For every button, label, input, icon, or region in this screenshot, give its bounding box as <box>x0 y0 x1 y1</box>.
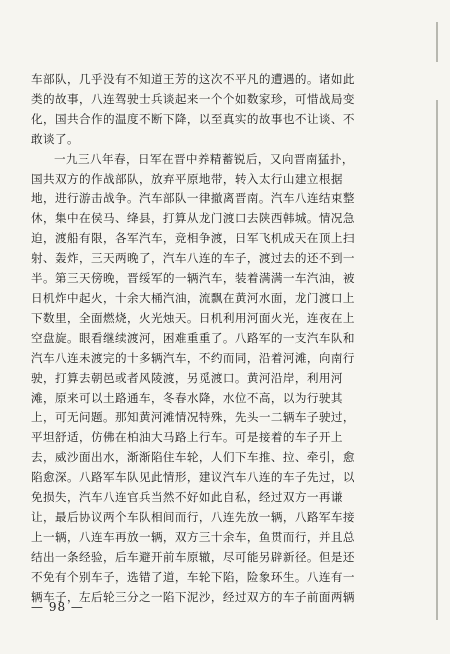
paragraph <box>31 150 417 608</box>
text-line: 地，进行游击战争。汽车部队一律撤离晋南。汽车八连结束整 <box>31 191 355 206</box>
text-line: 上一辆，八连车再放一辆，双方三十余车，鱼贯而行，并且总 <box>31 529 355 544</box>
text-line: 一九三八年春，日军在晋中养精蓄锐后，又向晋南猛扑， <box>54 151 354 166</box>
text-line: 日机炸中起火，十余大桶汽油，流飘在黄河水面，龙门渡口上 <box>31 290 355 305</box>
text-line: 平坦舒适，仿佛在柏油大马路上行车。可是接着的车子开上 <box>31 430 343 445</box>
text-line: 滩，原来可以土路通车，冬春水降，水位不高，以为行驶其 <box>31 390 343 405</box>
text-line: 让，最后协议两个车队相间而行，八连先放一辆，八路军车接 <box>31 509 355 524</box>
text-line: 不免有个别车子，选错了道，车轮下陷，险象环生。八连有一 <box>31 569 355 584</box>
page-number: — 98 — <box>31 600 84 614</box>
text-line: 射、轰炸，三天两晚了，汽车八连的车子，渡过去的还不到一 <box>31 251 355 266</box>
text-line: 国共双方的作战部队，放弃平原地带，转入太行山建立根据 <box>31 171 343 186</box>
scan-edge-mark <box>436 100 438 620</box>
text-line: 陷愈深。八路军车队见此情形，建议汽车八连的车子先过，以 <box>31 470 355 485</box>
text-line: 类的故事，八连驾驶士兵谈起来一个个如数家珍，可惜战局变 <box>31 91 355 106</box>
page-body-text <box>31 70 417 607</box>
text-line: 车部队，几乎没有不知道王芳的这次不平凡的遭遇的。诸如此 <box>31 72 355 86</box>
text-line: 结出一条经验，后车避开前车原辙，尽可能另辟新径。但是还 <box>31 549 355 564</box>
text-line: 免损失，汽车八连官兵当然不好如此自私，经过双方一再谦 <box>31 490 343 505</box>
text-line: 休，集中在侯马、绛县，打算从龙门渡口去陕西韩城。情况急 <box>31 211 355 226</box>
text-line: 迫，渡船有限，各军汽车，竞相争渡，日军飞机成天在顶上扫 <box>31 231 355 246</box>
paragraph <box>31 70 417 150</box>
text-line: 驶，打算去朝邑或者风陵渡，另觅渡口。黄河沿岸，利用河 <box>31 370 343 385</box>
text-line: 化，国共合作的温度不断下降，以至真实的故事也不让谈、不 <box>31 111 355 126</box>
text-line: 去，威沙面出水，渐渐陷住车轮，人们下车推、拉、牵引，愈 <box>31 450 355 465</box>
text-line: 上，可无问题。那知黄河滩情况特殊，先头一二辆车子驶过， <box>31 410 355 425</box>
text-line: 空盘旋。眼看继续渡河，困难重重了。八路军的一支汽车队和 <box>31 330 355 345</box>
text-line: 下数里，全面燃烧，火光烛天。日机利用河面火光，连夜在上 <box>31 310 355 325</box>
text-line: 半。第三天傍晚，晋绥军的一辆汽车，装着满满一车汽油，被 <box>31 271 355 286</box>
text-line: 敢谈了。 <box>31 131 79 146</box>
text-line: 汽车八连未渡完的十多辆汽车，不约而同，沿着河滩，向南行 <box>31 350 355 365</box>
text-line: 辆车子，左后轮三分之一陷下泥沙，经过双方的车子前面两辆 <box>31 589 355 604</box>
scan-edge-mark <box>436 22 438 62</box>
